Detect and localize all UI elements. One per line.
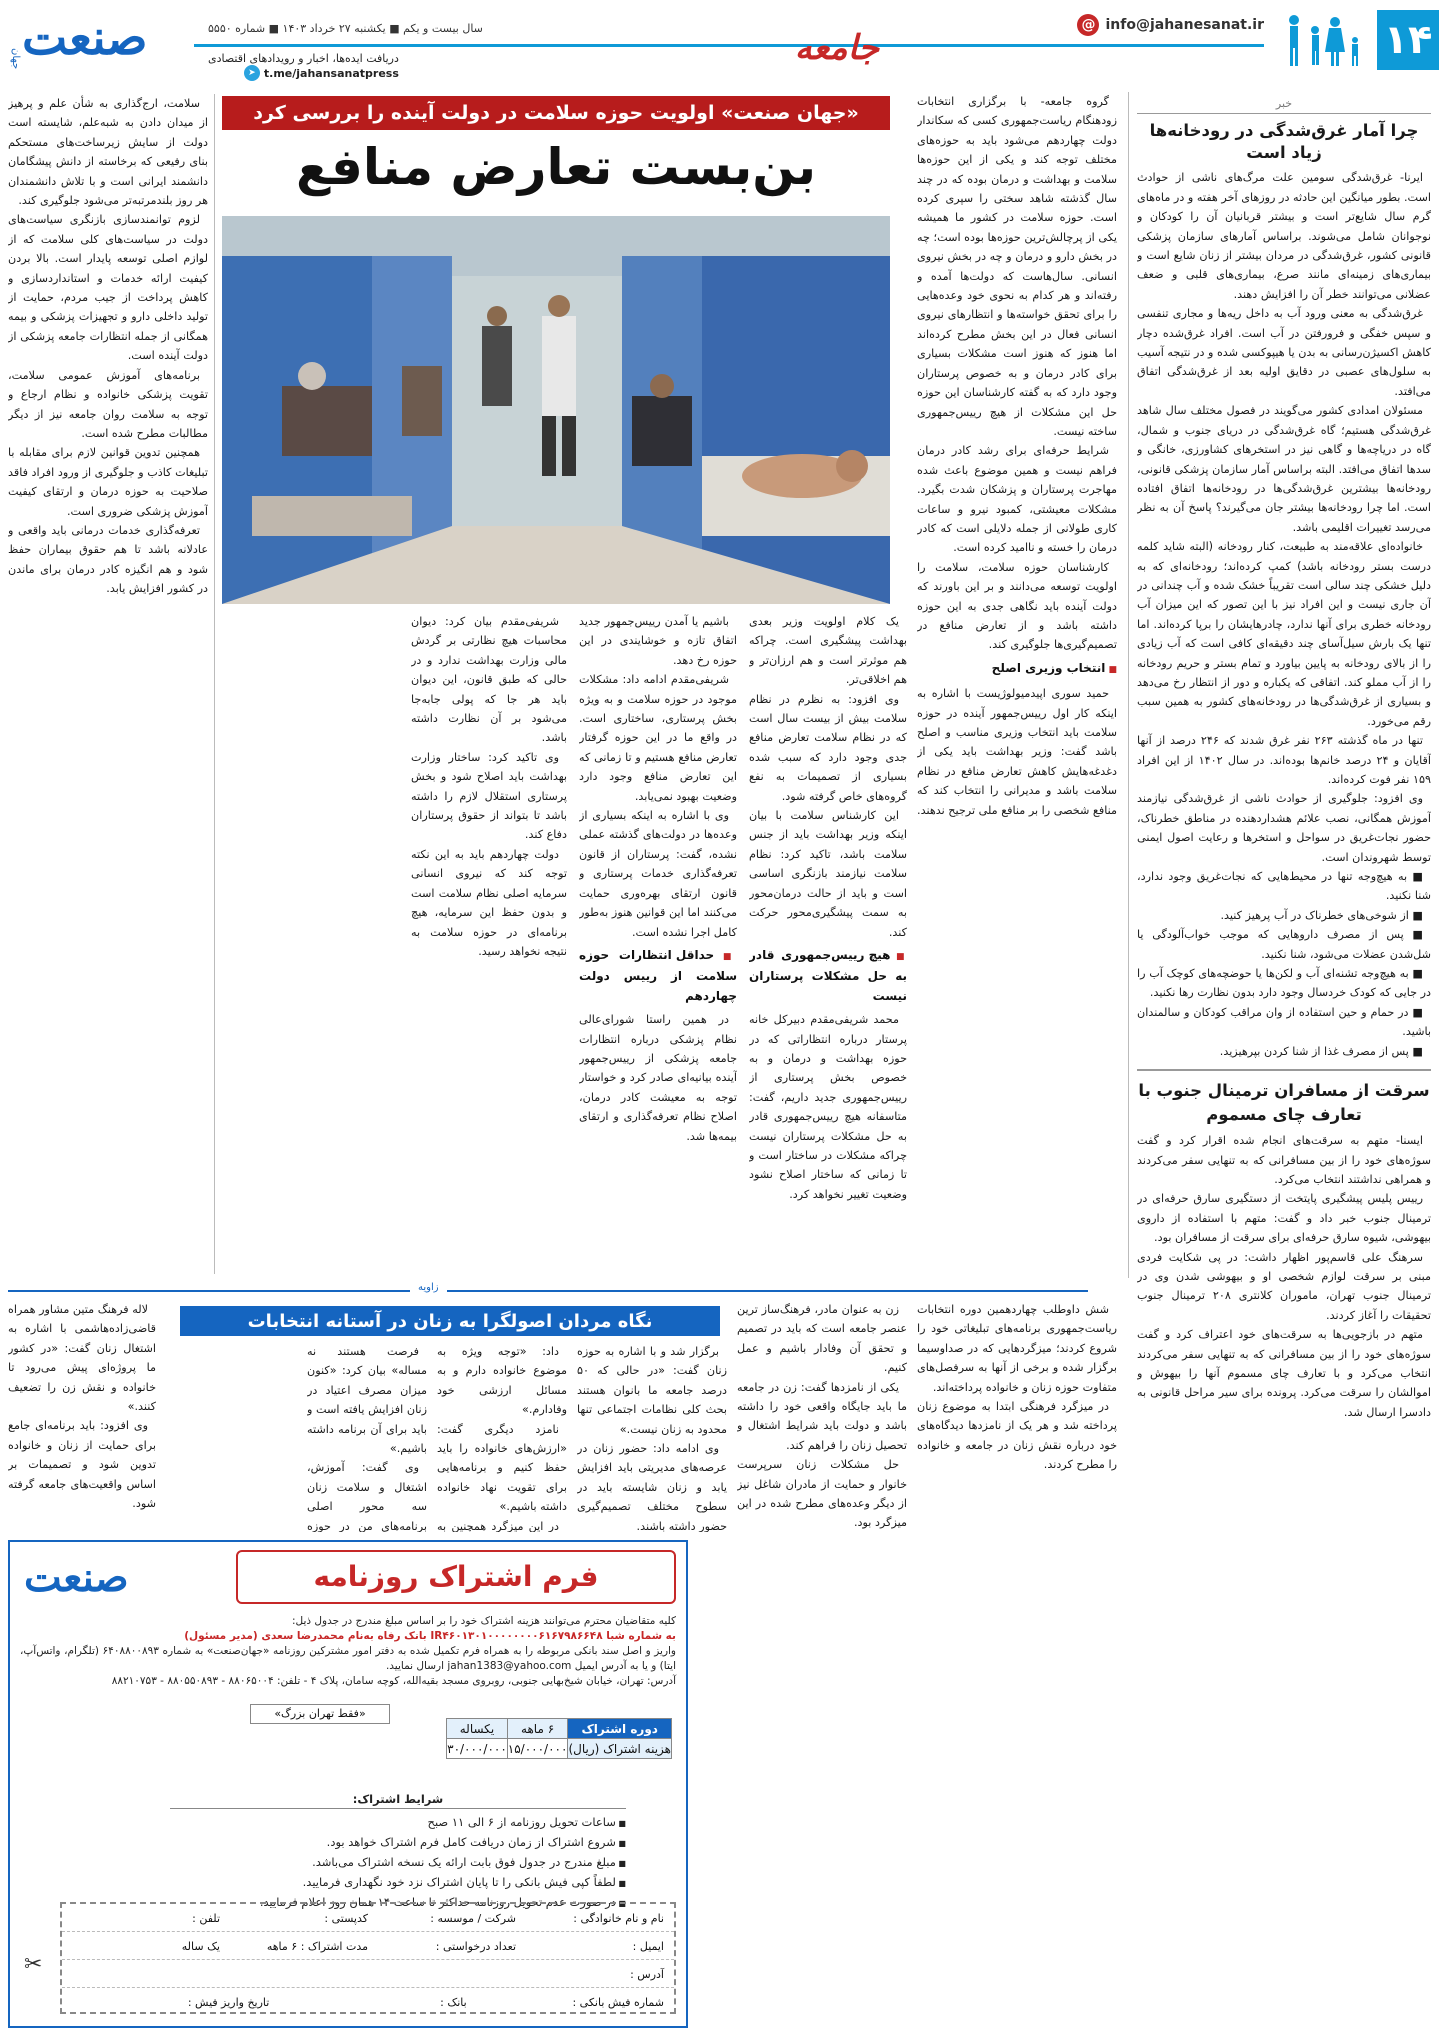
text-block: لزوم توانمندسازی بازنگری سیاست‌های دولت در سیاست‌های کلی سلامت که از لوازم اصلی توسعه پایدار است. بالا بردن کیفیت ارائه خدمات و استانداردسازی و کاهش پرداخت از جیب مردم، حمایت از تولید داخلی دارو و تجهیزات پزشکی و بیمه همگانی از جمله انتظارات جامعه پزشکی از دولت آینده است. (8, 213, 208, 363)
right-news-column (1137, 94, 1431, 1954)
text-block: سلامت، ارج‌گذاری به شأن علم و پرهیز از میدان دادن به شبه‌علم، شایسته است دولت از سایش زیرساخت‌های مستحکم بنای رفیعی که برخاسته از دانش پیشگامان دانشمند ایرانی است و با تلاش دانشمندان هر روز بلندمرتبه‌تر می‌شود جلوگیری کند. (8, 97, 208, 208)
text-block: مدت اشتراک : ۶ ماهه (266, 1940, 368, 1953)
text-block: وی افزود: جلوگیری از حوادث ناشی از غرق‌شدگی نیازمند آموزش همگانی، نصب علائم هشداردهنده در مناطق خطرناک، حضور نجات‌غریق در سواحل و استخرها و رعایت اصول ایمنی توسط شهروندان است. (1137, 792, 1431, 864)
text-block: برگزار شد و با اشاره به حوزه زنان گفت: «در حالی که ۵۰ درصد جامعه ما بانوان هستند بحث کلی نظامات اجتماعی تنها محدود به زنان نیست.» (577, 1345, 727, 1436)
text-block: رییس پلیس پیشگیری پایتخت از دستگیری سارق حرفه‌ای در ترمینال جنوب خبر داد و گفت: متهم با استفاده از داروی بیهوشی، شیوه سارق حرفه‌ای برای سرقت از مسافران بود. (1137, 1192, 1431, 1245)
text-block: باشیم یا آمدن رییس‌جمهور جدید اتفاق تازه و خوشایندی در این حوزه رخ دهد. (579, 615, 737, 667)
text-line: کلیه متقاضیان محترم می‌توانند هزینه اشتراک خود را بر اساس مبلغ مندرج در جدول ذیل: (291, 1615, 676, 1627)
article-column-d (411, 612, 567, 1268)
text-block: خانواده‌ای علاقه‌مند به طبیعت، کنار رودخانه (البته شاید کلمه درست بستر رودخانه باشد) کمپ کرده‌اند؛ رودخانه‌ای که به دلیل خشکی چند سالی است تقریباً خشک شده و آب چندانی در آن جاری نیست و این افراد نیز با این تصور که این میزان آب رودخانه خطری برای آنها ندارد، چادرهایشان را برپا کرده‌اند. اما تنها یک بارش سیل‌آسای چند دقیقه‌ای کافی است که آب زیادی را از بالای رودخانه به پایین بیاورد و تمام بستر و حریم رودخانه را از آب مملو کند. اتفاقی که یکباره و دور از انتظار رخ می‌دهد و بسیاری از غرق‌شدگی‌ها در رودخانه‌های کشور به همین سبب رقم می‌خورد. (1137, 540, 1431, 728)
text-block: یکی از نامزدها گفت: زن در جامعه ما باید جایگاه واقعی خود را داشته باشد و دولت باید شرایط اشتغال و تحصیل زنان را فراهم کند. (737, 1380, 907, 1452)
section-title: جامعه (794, 28, 879, 68)
article-title: بن‌بست تعارض منافع (295, 138, 817, 196)
text-block: سرهنگ علی قاسم‌پور اظهار داشت: در پی شکایت فردی مبنی بر سرقت لوازم شخصی او و بیهوشی شدن وی در ترمینال جنوب تهران، ماموران کلانتری ۲۰۸ ترمینال جنوب تحقیقات را آغاز کردند. (1137, 1250, 1431, 1322)
women-article-col-1 (917, 1300, 1117, 1530)
text-block: وی ادامه داد: حضور زنان در عرصه‌های مدیریتی باید افزایش یابد و زنان شایسته باید در سطوح مختلف تصمیم‌گیری حضور داشته باشند. (577, 1442, 727, 1532)
article-column-b (749, 612, 907, 1268)
subhead-expectations: ■ حداقل انتظارات حوزه سلامت از رییس دولت چهاردهم (579, 946, 737, 1006)
text-block: ۱۵/۰۰۰/۰۰۰ (507, 1739, 568, 1759)
subhead-nurses: ■ هیچ رییس‌جمهوری قادر به حل مشکلات پرستاران نیست (749, 946, 907, 1006)
subscription-instructions (20, 1614, 676, 1689)
text-block: فرصت هستند نه مساله» بیان کرد: «کنون میزان مصرف اعتیاد در زنان افزایش یافته است و باید برای آن برنامه داشته باشیم.» (307, 1345, 427, 1456)
text-block: ایمیل : (632, 1940, 664, 1953)
text-block: تلفن : (192, 1912, 220, 1925)
text-block: ایسنا- متهم به سرقت‌های انجام شده اقرار کرد و گفت سوژه‌های خود را از بین مسافرانی که به تنهایی سفر می‌کردند و همراهی نداشتند انتخاب می‌کرد. (1137, 1134, 1431, 1186)
text-block: تاریخ واریز فیش : (187, 1996, 270, 2009)
hospital-ward-photo (222, 216, 890, 604)
drowning-title: چرا آمار غرق‌شدگی در رودخانه‌ها زیاد است (1149, 121, 1419, 163)
text-block: ■ ساعات تحویل روزنامه از ۶ الی ۱۱ صبح (170, 1813, 626, 1833)
text-block: نام و نام خانوادگی : (573, 1912, 664, 1925)
text-block: ■ از شوخی‌های خطرناک در آب پرهیز کنید. (1220, 908, 1423, 922)
section-divider (8, 1290, 1088, 1292)
text-block: کدپستی : (324, 1912, 368, 1925)
text-block: ■ به هیچ‌وجه تشنه‌ای آب و لکن‌ها یا حوضچه‌های کوچک آب را در جایی که کودک خردسال وجود دارد بدون نظارت رها نکنید. (1137, 967, 1431, 1000)
text-block: زن به عنوان مادر، فرهنگ‌ساز ترین عنصر جامعه است که باید در تصمیم و تحقق آن وفادار باشیم و عمل کنیم. (737, 1303, 907, 1375)
drowning-body (1137, 168, 1431, 1061)
page-number: ۱۴ (1377, 10, 1439, 70)
text-block: ■ لطفاً کپی فیش بانکی را تا پایان اشتراک نزد خود نگهداری فرمایید. (170, 1873, 626, 1893)
text-block: شش داوطلب چهاردهمین دوره انتخابات ریاست‌جمهوری برنامه‌های تبلیغاتی خود را شروع کردند؛ میزگردهایی که در صداوسیما برگزار شده و برخی از آنها به سرفصل‌های متفاوت حوزه زنان و خانواده پرداخته‌اند. (917, 1303, 1117, 1394)
newspaper-logo: صنعت جهان (10, 10, 148, 70)
text-block: ■ به هیچ‌وجه تنها در محیط‌هایی که نجات‌غریق وجود ندارد، شنا نکنید. (1137, 870, 1431, 903)
text-block: وی گفت: آموزش، اشتغال و سلامت زنان سه محور اصلی برنامه‌های من در حوزه (307, 1461, 427, 1532)
text-block: t.me/jahansanatpress (263, 66, 399, 80)
site-email[interactable] (1077, 14, 1264, 36)
text-block: وی تاکید کرد: ساختار وزارت بهداشت باید اصلاح شود و بخش پرستاری استقلال لازم را داشته باشد تا بتواند از حقوق پرستاران دفاع کند. (411, 750, 567, 842)
text-block: شماره فیش بانکی : (572, 1996, 664, 2009)
text-block: در میزگرد فرهنگی ابتدا به موضوع زنان پرداخته شد و هر یک از نامزدها دیدگاه‌های خود درباره نقش زنان در جامعه و خانواده را مطرح کردند. (917, 1400, 1117, 1472)
women-article-col-3 (577, 1342, 727, 1532)
text-block: ایرنا- غرق‌شدگی سومین علت مرگ‌های ناشی از حوادث است. بطور میانگین این حادثه در روزهای آخر هفته و در ماه‌های گرم سال شایع‌تر است و بیشتر قربانیان آن را کودکان و نوجوانان شامل می‌شوند. براساس آمارهای سازمان پزشکی قانونی کشور، غرق‌شدگی در مردان بیشتر از زنان شایع است و بیماری‌های زمینه‌ای مانند صرع، بیماری‌های قلبی و ضعف عضلانی می‌توانند خطر آن را افزایش دهند. (1137, 171, 1431, 301)
text-block: متهم در بازجویی‌ها به سرقت‌های خود اعتراف کرد و گفت سوژه‌های خود را از بین مسافرانی که به تنهایی سفر می‌کردند انتخاب می‌کرد و با تعارف چای مسموم آنها را بیهوش و اموالشان را سرقت می‌کرد. پرونده برای سیر مراحل قانونی به دادسرا ارسال شد. (1137, 1328, 1431, 1419)
text-block: ■ مبلغ مندرج در جدول فوق بابت ارائه یک نسخه اشتراک می‌باشد. (170, 1853, 626, 1873)
article-column-c (579, 612, 737, 1268)
text-block: وی با اشاره به اینکه بسیاری از وعده‌ها در دولت‌های گذشته عملی نشده، گفت: پرستاران از قانون تعرفه‌گذاری خدمات پرستاری و قانون ارتقای بهره‌وری حمایت می‌کنند اما این قوانین هنوز به‌طور کامل اجرا نشده است. (579, 809, 737, 939)
text-line: به شماره شبا IR۴۶۰۱۳۰۱۰۰۰۰۰۰۰۰۶۱۶۷۹۸۶۶۴۸ بانک رفاه به‌نام محمدرضا سعدی (مدیر مسئول) (184, 1630, 676, 1642)
subscription-form (8, 1540, 688, 2028)
text-block: یک کلام اولویت وزیر بعدی بهداشت پیشگیری است. چراکه هم موثرتر است و هم ارزان‌تر و هم اخلاقی‌تر. (749, 615, 907, 687)
tehran-only-badge: «فقط تهران بزرگ» (250, 1704, 390, 1724)
text-block: تعرفه‌گذاری خدمات درمانی باید واقعی و عادلانه باشد تا هم حقوق بیماران حفظ شود و هم انگیزه کادر درمان برای ماندن در کشور افزایش یابد. (8, 523, 208, 596)
text-block: ■ پس از مصرف داروهایی که موجب خواب‌آلودگی یا شل‌شدن عضلات می‌شود، شنا نکنید. (1137, 928, 1431, 961)
text-block: هزینه اشتراک (ریال) (568, 1739, 672, 1759)
text-block: وی افزود: به نظرم در نظام سلامت بیش از بیست سال است که در نظام سلامت تعارض منافع جدی وجود دارد که سبب شده بسیاری از تصمیمات به نفع گروه‌های خاص گرفته شود. (749, 692, 907, 803)
text-block: لاله فرهنگ متین مشاور همراه قاضی‌زاده‌هاشمی با اشاره به اشتغال زنان گفت: «در کشور ما پروژه‌ای پیش می‌رود تا خانواده و نقش زن را تضعیف کنند.» (8, 1303, 156, 1414)
text-block: حل مشکلات زنان سرپرست خانوار و حمایت از مادران شاغل نیز از دیگر وعده‌های مطرح شده در این میزگرد بود. (737, 1458, 907, 1530)
text-block: info@jahanesanat.ir (1105, 17, 1264, 33)
text-block: شریفی‌مقدم بیان کرد: دیوان محاسبات هیچ نظارتی بر گردش مالی وزارت بهداشت ندارد و در حالی که طبق قانون، این دیوان باید هر جا که پولی جابه‌جا می‌شود بر آن نظارت داشته باشد. (411, 615, 567, 745)
text-block: ■ در حمام و حین استفاده از وان مراقب کودکان و سالمندان باشید. (1137, 1005, 1431, 1039)
text-block: ۳۰/۰۰۰/۰۰۰ (447, 1739, 508, 1759)
text-block: دولت چهاردهم باید به این نکته توجه کند که نیروی انسانی سرمایه اصلی نظام سلامت است و بدون حفظ این سرمایه، هیچ برنامه‌ای در حوزه سلامت به نتیجه نخواهد رسید. (411, 847, 567, 958)
text-block: ■ پس از مصرف غذا از شنا کردن بپرهیزید. (1219, 1044, 1423, 1058)
telegram-promo[interactable]: دریافت ایده‌ها، اخبار و رویدادهای اقتصادی ➤ t.me/jahansanatpress (208, 52, 399, 80)
text-block: غرق‌شدگی به معنی ورود آب به داخل ریه‌ها و مجاری تنفسی و سپس خفگی و فرورفتن در آب است. افراد غرق‌شده دچار کاهش اکسیژن‌رسانی به بدن یا هیپوکسی شده و در نتیجه آسیب به سلول‌های عصبی در دقایق اولیه بعد از غرق‌شدگی اتفاق می‌افتد. (1137, 307, 1431, 398)
women-article-col-2 (737, 1300, 907, 2020)
women-article-title: نگاه مردان اصولگرا به زنان در آستانه انتخابات (180, 1306, 720, 1336)
form-row-payment[interactable] (62, 1988, 674, 2016)
text-block: داد: «توجه ویژه به موضوع خانواده دارم و به مسائل ارزشی خود وفادارم.» (437, 1345, 567, 1417)
article-kicker: «جهان صنعت» اولویت حوزه سلامت در دولت آینده را بررسی کرد (222, 96, 890, 130)
women-article-col-4 (437, 1342, 567, 1532)
text-block: آدرس : (630, 1968, 664, 1981)
subhead-best-minister: ■ انتخاب وزیری اصلح (917, 659, 1117, 680)
date-line: سال بیست و یکم ■ یکشنبه ۲۷ خرداد ۱۴۰۳ ■ شماره ۵۵۵۰ (208, 22, 483, 35)
page-header (8, 8, 1439, 80)
theft-body (1137, 1131, 1431, 1422)
form-row-name[interactable] (62, 1904, 674, 1932)
text-block: تنها در ماه گذشته ۲۶۳ نفر غرق شدند که ۲۴۶ درصد از آنها آقایان و ۲۴ درصد خانم‌ها بوده‌اند. در سال ۱۴۰۲ از این افراد ۱۵۹ نفر فوت کرده‌اند. (1137, 734, 1431, 786)
text-block: یکساله (447, 1719, 508, 1739)
text-block: در همین راستا شورای‌عالی نظام پزشکی درباره انتظارات جامعه پزشکی از رییس‌جمهور آینده بیانیه‌ای صادر کرد و خواستار توجه به معیشت کادر درمان، اصلاح نظام تعرفه‌گذاری و ارتقای بیمه‌ها شد. (579, 1013, 737, 1143)
subscription-fields[interactable] (60, 1902, 676, 2014)
text-block: برنامه‌های آموزش عمومی سلامت، تقویت پزشکی خانواده و نظام ارجاع و توجه به سلامت روان جامعه نیز از دیگر مطالبات مطرح شده است. (8, 368, 208, 440)
text-block: این کارشناس سلامت با بیان اینکه وزیر بهداشت باید از جنس سلامت باشد، تاکید کرد: نظام سلامت نیازمند بازنگری اساسی است و باید از حالت درمان‌محور به سمت پیشگیری‌محور حرکت کند. (749, 809, 907, 939)
text-block: در این میزگرد همچنین به (437, 1519, 559, 1532)
text-block: ■ شروع اشتراک از زمان دریافت کامل فرم اشتراک خواهد بود. (170, 1833, 626, 1853)
women-article-col-6 (8, 1300, 156, 1532)
article-column-left (8, 94, 208, 1268)
text-line: شرایط اشتراک: (170, 1790, 626, 1809)
text-block: دوره اشتراک (568, 1719, 672, 1739)
text-block: وی افزود: باید برنامه‌ای جامع برای حمایت از زنان و خانواده تدوین شود و تصمیمات بر اساس واقعیت‌های جامعه گرفته شود. (8, 1419, 156, 1511)
column-separator (1128, 92, 1129, 1278)
women-article-col-5 (307, 1342, 427, 1532)
form-row-email[interactable] (62, 1932, 674, 1960)
text-block: حمید سوری اپیدمیولوژیست با اشاره به اینکه کار اول رییس‌جمهور آینده در حوزه سلامت باید انتخاب وزیری مناسب و اصلح باشد گفت: وزیر بهداشت باید یکی از دغدغه‌هایش کاهش تعارض منافع در نظام سلامت باشد و مدیرانی را انتخاب کند که منافع شخصی را بر منافع ملی ترجیح ندهند. (917, 687, 1117, 817)
header-rule (194, 44, 1264, 47)
subscription-conditions (170, 1790, 626, 1913)
text-block: شریفی‌مقدم ادامه داد: مشکلات موجود در حوزه سلامت و به ویژه بخش پرستاری، ساختاری است. در واقع ما در این حوزه گرفتار تعارض منافع هستیم و تا زمانی که این تعارض منافع وجود دارد وضعیت بهبود نمی‌یابد. (579, 673, 737, 803)
text-block: گروه جامعه- با برگزاری انتخابات زودهنگام ریاست‌جمهوری کسی که سکاندار دولت چهاردهم می‌شود باید به حوزه‌های مختلف توجه کند و یکی از این حوزه‌ها سلامت و بهداشت و درمان بوده که در چند سال گذشته شاهد سختی را سپری کرده است. حوزه سلامت در کشور ما همیشه یکی از پرچالش‌ترین حوزه‌ها بوده است؛ چه در بخش دارو و درمان و چه در بخش نیروی انسانی. سال‌هاست که دولت‌ها آمده و رفته‌اند و هر کدام به نحوی خود وعده‌هایی را برای تحقق خواسته‌ها و انتظارهای نیروی انسانی فعال در این بخش مطرح کرده‌اند اما هنوز که هنوز است مشکلات بسیاری برای کادر درمان و به خصوص پرستاران وجود دارد که به گفته کارشناسان این حوزه حل این مشکلات از هیچ رییس‌جمهوری ساخته نیست. (917, 95, 1117, 438)
text-block: محمد شریفی‌مقدم دبیرکل خانه پرستار درباره انتظاراتی که در حوزه بهداشت و درمان و به خصوص بخش پرستاری از رییس‌جمهوری جدید داریم، گفت: متاسفانه هیچ رییس‌جمهوری قادر به حل مشکلات پرستاران نیست چراکه مشکلات در ساختار است و تا زمانی که ساختار اصلاح نشود وضعیت تغییر نخواهد کرد. (749, 1013, 907, 1201)
text-block: همچنین تدوین قوانین لازم برای مقابله با تبلیغات کاذب و جلوگیری از ورود افراد فاقد صلاحیت به حوزه درمان و ارتقای کیفیت آموزش پزشکی ضروری است. (8, 446, 208, 518)
text-line: آدرس: تهران، خیابان شیخ‌بهایی جنوبی، روبروی مسجد بقیه‌الله، کوچه سامان، پلاک ۴ - تلفن: ۸۸۰۶۵۰۰۴ - ۸۸۰۵۵۰۸۹۳ - ۸۸۲۱۰۷۵۳ (111, 1675, 676, 1687)
theft-title: سرقت از مسافران ترمینال جنوب با تعارف چای مسموم (1137, 1069, 1431, 1127)
angle-label: زاویه (410, 1282, 447, 1293)
text-block: کارشناسان حوزه سلامت، سلامت را اولویت توسعه می‌دانند و بر این باورند که دولت آینده باید نگاهی جدی به این حوزه داشته باشد و از تعارض منافع در تصمیم‌گیری‌ها جلوگیری کند. (917, 560, 1117, 652)
news-tag: خبر (1137, 94, 1431, 114)
article-column-a (917, 92, 1117, 1272)
text-block: ■ در صورت عدم تحویل روزنامه حداکثر تا ساعت ۱۴ همان روز اعلام فرمایید. (170, 1893, 626, 1913)
family-icon (1279, 10, 1369, 70)
scissors-icon: ✂ (24, 1952, 43, 1977)
text-block: شرایط حرفه‌ای برای رشد کادر درمان فراهم نیست و همین موضوع باعث شده مهاجرت پرستاران و پزشکان شدت بگیرد. مشکلات معیشتی، کمبود نیرو و ساعات کاری طولانی از جمله دلایلی است که کادر درمان را خسته و ناامید کرده است. (917, 444, 1117, 555)
column-separator (214, 94, 215, 1274)
price-table (446, 1718, 672, 1759)
text-block: تعداد درخواستی : (435, 1940, 516, 1953)
text-block: یک ساله (181, 1940, 220, 1953)
form-row-address[interactable] (62, 1960, 674, 1988)
subscription-logo: صنعت (24, 1554, 129, 1601)
text-block: نامزد دیگری گفت: «ارزش‌های خانواده را باید حفظ کنیم و برنامه‌هایی برای تقویت نهاد خانواده داشته باشیم.» (437, 1422, 567, 1514)
mail-icon: @ (1077, 14, 1099, 36)
text-block: مسئولان امدادی کشور می‌گویند در فصول مختلف سال شاهد غرق‌شدگی هستیم؛ گاه غرق‌شدگی در دریای جنوب و شمال، گاه در دریاچه‌ها و گاهی نیز در استخرهای کشاورزی، خانگی و سدها اتفاق می‌افتد. البته براساس آمار سازمان پزشکی قانونی، رودخانه‌ها بیشترین غرق‌شدگی‌ها در رودخانه‌ها اتفاق افتاده است. اما چرا رودخانه‌ها بیشتر جان می‌گیرند؟ پاسخ آن به نظر می‌رسد تغییرات اقلیمی باشد. (1137, 404, 1431, 534)
text-block: ۶ ماهه (507, 1719, 568, 1739)
subscription-title: فرم اشتراک روزنامه (236, 1550, 676, 1604)
telegram-icon: ➤ (244, 65, 260, 81)
text-block: شرکت / موسسه : (430, 1912, 516, 1925)
text-line: واریز و اصل سند بانکی مربوطه را به همراه فرم تکمیل شده به دفتر امور مشترکین روزنامه «جهان‌صنعت» به شماره ۶۴۰۸۸۰۰۸۹۳ (تلگرام، واتس‌آپ، ایتا) و یا به آدرس ایمیل jahan1383@yahoo.com ارسال نمایید. (20, 1645, 676, 1672)
text-block: بانک : (440, 1996, 467, 2009)
